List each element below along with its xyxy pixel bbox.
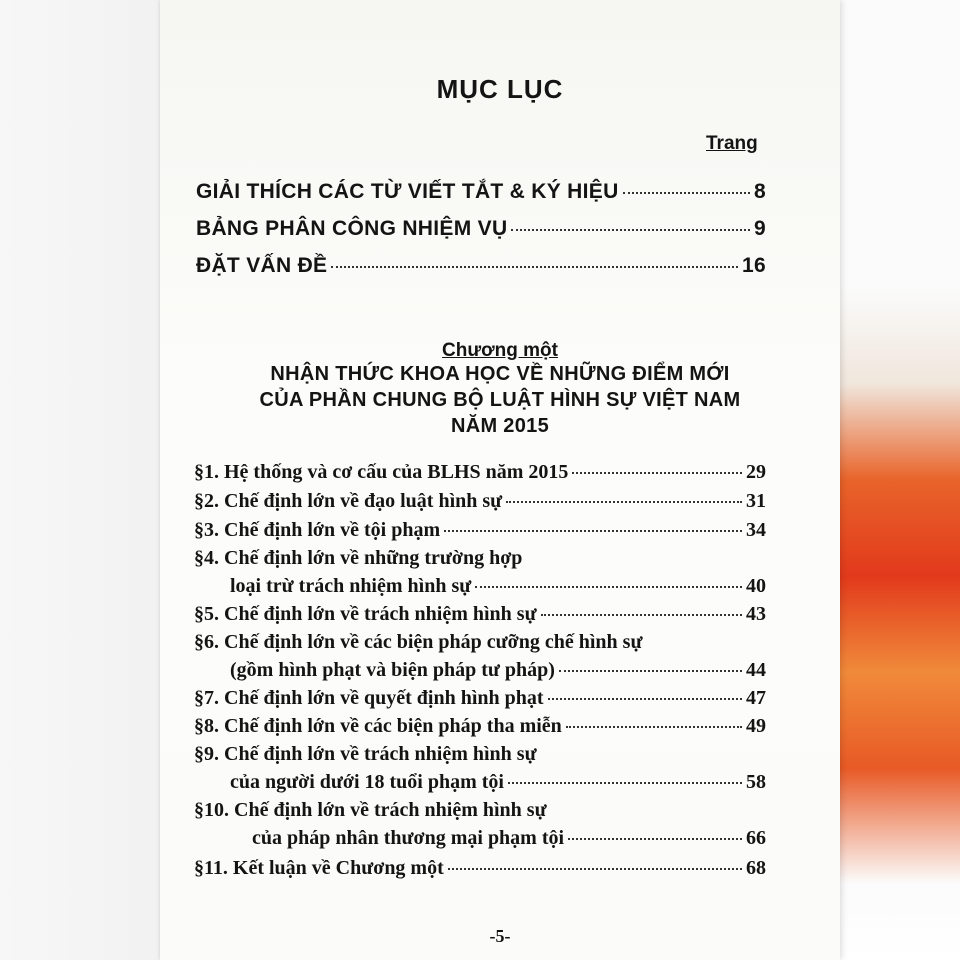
dot-leader [506, 501, 742, 503]
background-left [0, 0, 175, 960]
toc-section [194, 687, 766, 710]
toc-section [194, 519, 766, 542]
toc-entry [196, 254, 766, 278]
dot-leader [331, 266, 738, 268]
dot-leader [475, 586, 742, 588]
toc-section-page: 31 [746, 490, 766, 512]
toc-section-label: §3. Chế định lớn về tội phạm [194, 519, 441, 541]
toc-section-page: 49 [746, 715, 766, 737]
toc-section [194, 857, 766, 880]
toc-section-continuation: (gồm hình phạt và biện pháp tư pháp) [230, 659, 555, 681]
toc-section-continuation: của người dưới 18 tuổi phạm tội [230, 771, 504, 793]
toc-section-page: 58 [746, 771, 766, 793]
toc-section-label: §11. Kết luận về Chương một [194, 857, 444, 879]
toc-entry-page: 9 [754, 217, 766, 240]
dot-leader [508, 782, 742, 784]
toc-section [230, 575, 766, 598]
toc-section-page: 43 [746, 603, 766, 625]
toc-entry-label: BẢNG PHÂN CÔNG NHIỆM VỤ [196, 217, 508, 240]
chapter-label-text: Chương một [442, 340, 558, 361]
chapter-title-line: NĂM 2015 [451, 415, 549, 437]
toc-section-label: §6. Chế định lớn về các biện pháp cưỡng chế hình sự [194, 631, 643, 653]
book-page [160, 0, 840, 960]
dot-leader [448, 868, 742, 870]
toc-section-label: §9. Chế định lớn về trách nhiệm hình sự [194, 743, 537, 765]
dot-leader [444, 530, 742, 532]
toc-section-label: §10. Chế định lớn về trách nhiệm hình sự [194, 799, 547, 821]
dot-leader [568, 838, 742, 840]
toc-entry [196, 217, 766, 241]
page-column-header: Trang [706, 133, 758, 154]
dot-leader [559, 670, 742, 672]
toc-entry-label: GIẢI THÍCH CÁC TỪ VIẾT TẮT & KÝ HIỆU [196, 180, 619, 203]
toc-entry [196, 180, 766, 204]
toc-section-label: §4. Chế định lớn về những trường hợp [194, 547, 523, 569]
dot-leader [566, 726, 742, 728]
toc-section-label: §1. Hệ thống và cơ cấu của BLHS năm 2015 [194, 461, 569, 483]
toc-entry-page: 8 [754, 180, 766, 203]
chapter-label [160, 340, 840, 362]
toc-section-page: 34 [746, 519, 766, 541]
toc-section-page: 47 [746, 687, 766, 709]
toc-entry-page: 16 [742, 254, 766, 277]
toc-section [230, 771, 766, 794]
toc-section-page: 29 [746, 461, 766, 483]
toc-section [194, 490, 766, 513]
toc-section-page: 44 [746, 659, 766, 681]
page-number: -5- [489, 926, 511, 946]
toc-entry-label: ĐẶT VẤN ĐỀ [196, 254, 328, 277]
toc-section-page: 40 [746, 575, 766, 597]
toc-section [252, 827, 766, 850]
dot-leader [572, 472, 742, 474]
chapter-title-line: NHẬN THỨC KHOA HỌC VỀ NHỮNG ĐIỂM MỚI [270, 363, 730, 385]
toc-section-label: §5. Chế định lớn về trách nhiệm hình sự [194, 603, 537, 625]
page-title: MỤC LỤC [436, 74, 564, 104]
toc-section [194, 461, 766, 484]
chapter-title-line: CỦA PHẦN CHUNG BỘ LUẬT HÌNH SỰ VIỆT NAM [259, 389, 741, 411]
dot-leader [548, 698, 742, 700]
dot-leader [623, 192, 750, 194]
toc-section-page: 68 [746, 857, 766, 879]
toc-section [194, 603, 766, 626]
toc-section-label: §8. Chế định lớn về các biện pháp tha miễn [194, 715, 562, 737]
toc-section-continuation: loại trừ trách nhiệm hình sự [230, 575, 472, 597]
toc-section-continuation: của pháp nhân thương mại phạm tội [252, 827, 565, 849]
toc-section-label: §7. Chế định lớn về quyết định hình phạt [194, 687, 544, 709]
toc-section [194, 715, 766, 738]
toc-section-label: §2. Chế định lớn về đạo luật hình sự [194, 490, 503, 512]
dot-leader [541, 614, 742, 616]
dot-leader [511, 229, 750, 231]
toc-section-page: 66 [746, 827, 766, 849]
background-right [835, 0, 960, 960]
toc-section [230, 659, 766, 682]
